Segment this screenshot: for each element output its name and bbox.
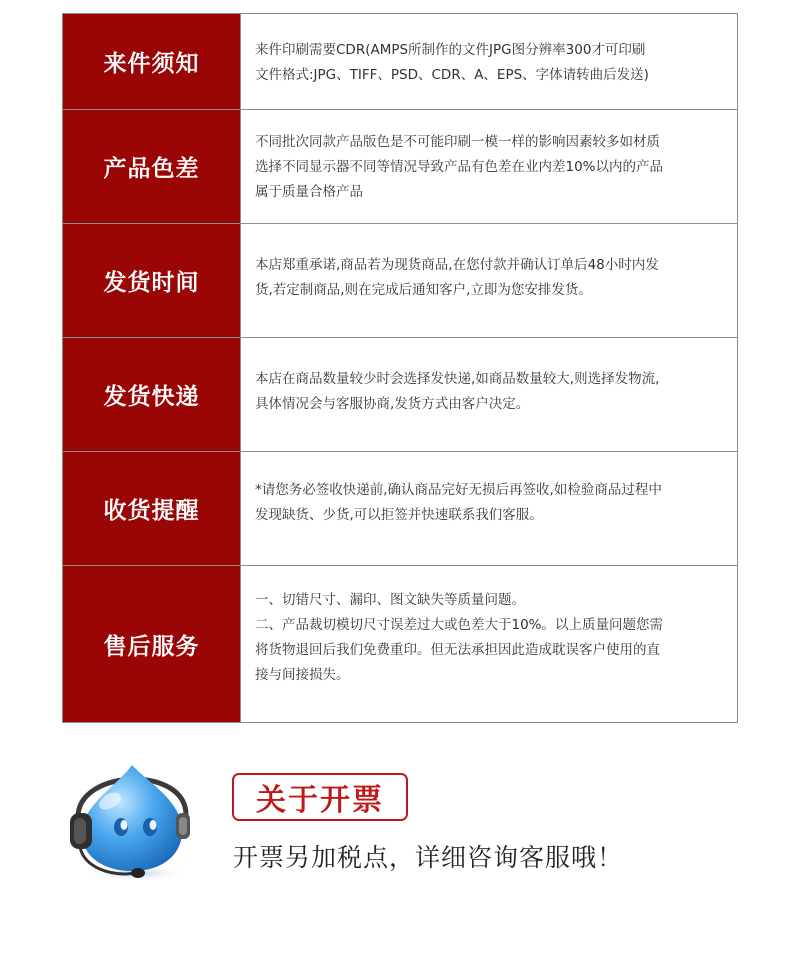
- row-content: [240, 14, 737, 109]
- content-line: 货,若定制商品,则在完成后通知客户,立即为您安排发货。: [255, 282, 592, 298]
- content-line: *请您务必签收快递前,确认商品完好无损后再签收,如检验商品过程中: [255, 482, 662, 498]
- content-line: 本店在商品数量较少时会选择发快递,如商品数量较大,则选择发物流,: [255, 371, 660, 387]
- content-line: 选择不同显示器不同等情况导致产品有色差在业内差10%以内的产品: [255, 159, 664, 175]
- notice-row-after-sales: [63, 566, 737, 722]
- content-line: 接与间接损失。: [255, 667, 350, 683]
- content-line: 发现缺货、少货,可以拒签并快速联系我们客服。: [255, 507, 543, 523]
- content-line: 具体情况会与客服协商,发货方式由客户决定。: [255, 396, 530, 412]
- content-line: 将货物退回后我们免费重印。但无法承担因此造成耽误客户使用的直: [255, 642, 660, 658]
- notice-row-shipping-courier: [63, 338, 737, 452]
- row-title: 来件须知: [63, 14, 240, 109]
- row-title: 发货快递: [63, 338, 240, 451]
- content-line: 来件印刷需要CDR(AMPS所制作的文件JPG图分辨率300才可印刷: [255, 42, 646, 58]
- notice-row-receipt-reminder: [63, 452, 737, 566]
- row-content: [240, 566, 737, 722]
- content-line: 本店郑重承诺,商品若为现货商品,在您付款并确认订单后48小时内发: [255, 257, 659, 273]
- notice-table: [62, 13, 738, 723]
- row-content: [240, 110, 737, 223]
- content-line: 属于质量合格产品: [255, 184, 363, 200]
- invoice-title: 关于开票: [232, 773, 408, 821]
- notice-row-incoming-files: [63, 14, 737, 110]
- content-line: 文件格式:JPG、TIFF、PSD、CDR、A、EPS、字体请转曲后发送): [255, 67, 649, 83]
- notice-row-color-difference: [63, 110, 737, 224]
- row-title: 收货提醒: [63, 452, 240, 565]
- content-line: 一、切错尺寸、漏印、图文缺失等质量问题。: [255, 592, 525, 608]
- row-title: 售后服务: [63, 566, 240, 722]
- row-title: 产品色差: [63, 110, 240, 223]
- notice-row-shipping-time: [63, 224, 737, 338]
- content-line: 二、产品裁切模切尺寸误差过大或色差大于10%。以上质量问题您需: [255, 617, 664, 633]
- row-content: [240, 224, 737, 337]
- row-title: 发货时间: [63, 224, 240, 337]
- row-content: [240, 452, 737, 565]
- invoice-note: 开票另加税点，详细咨询客服哦！: [233, 843, 624, 872]
- content-line: 不同批次同款产品版色是不可能印刷一模一样的影响因素较多如材质: [255, 134, 660, 150]
- customer-service-mascot-icon: [58, 755, 203, 890]
- row-content: [240, 338, 737, 451]
